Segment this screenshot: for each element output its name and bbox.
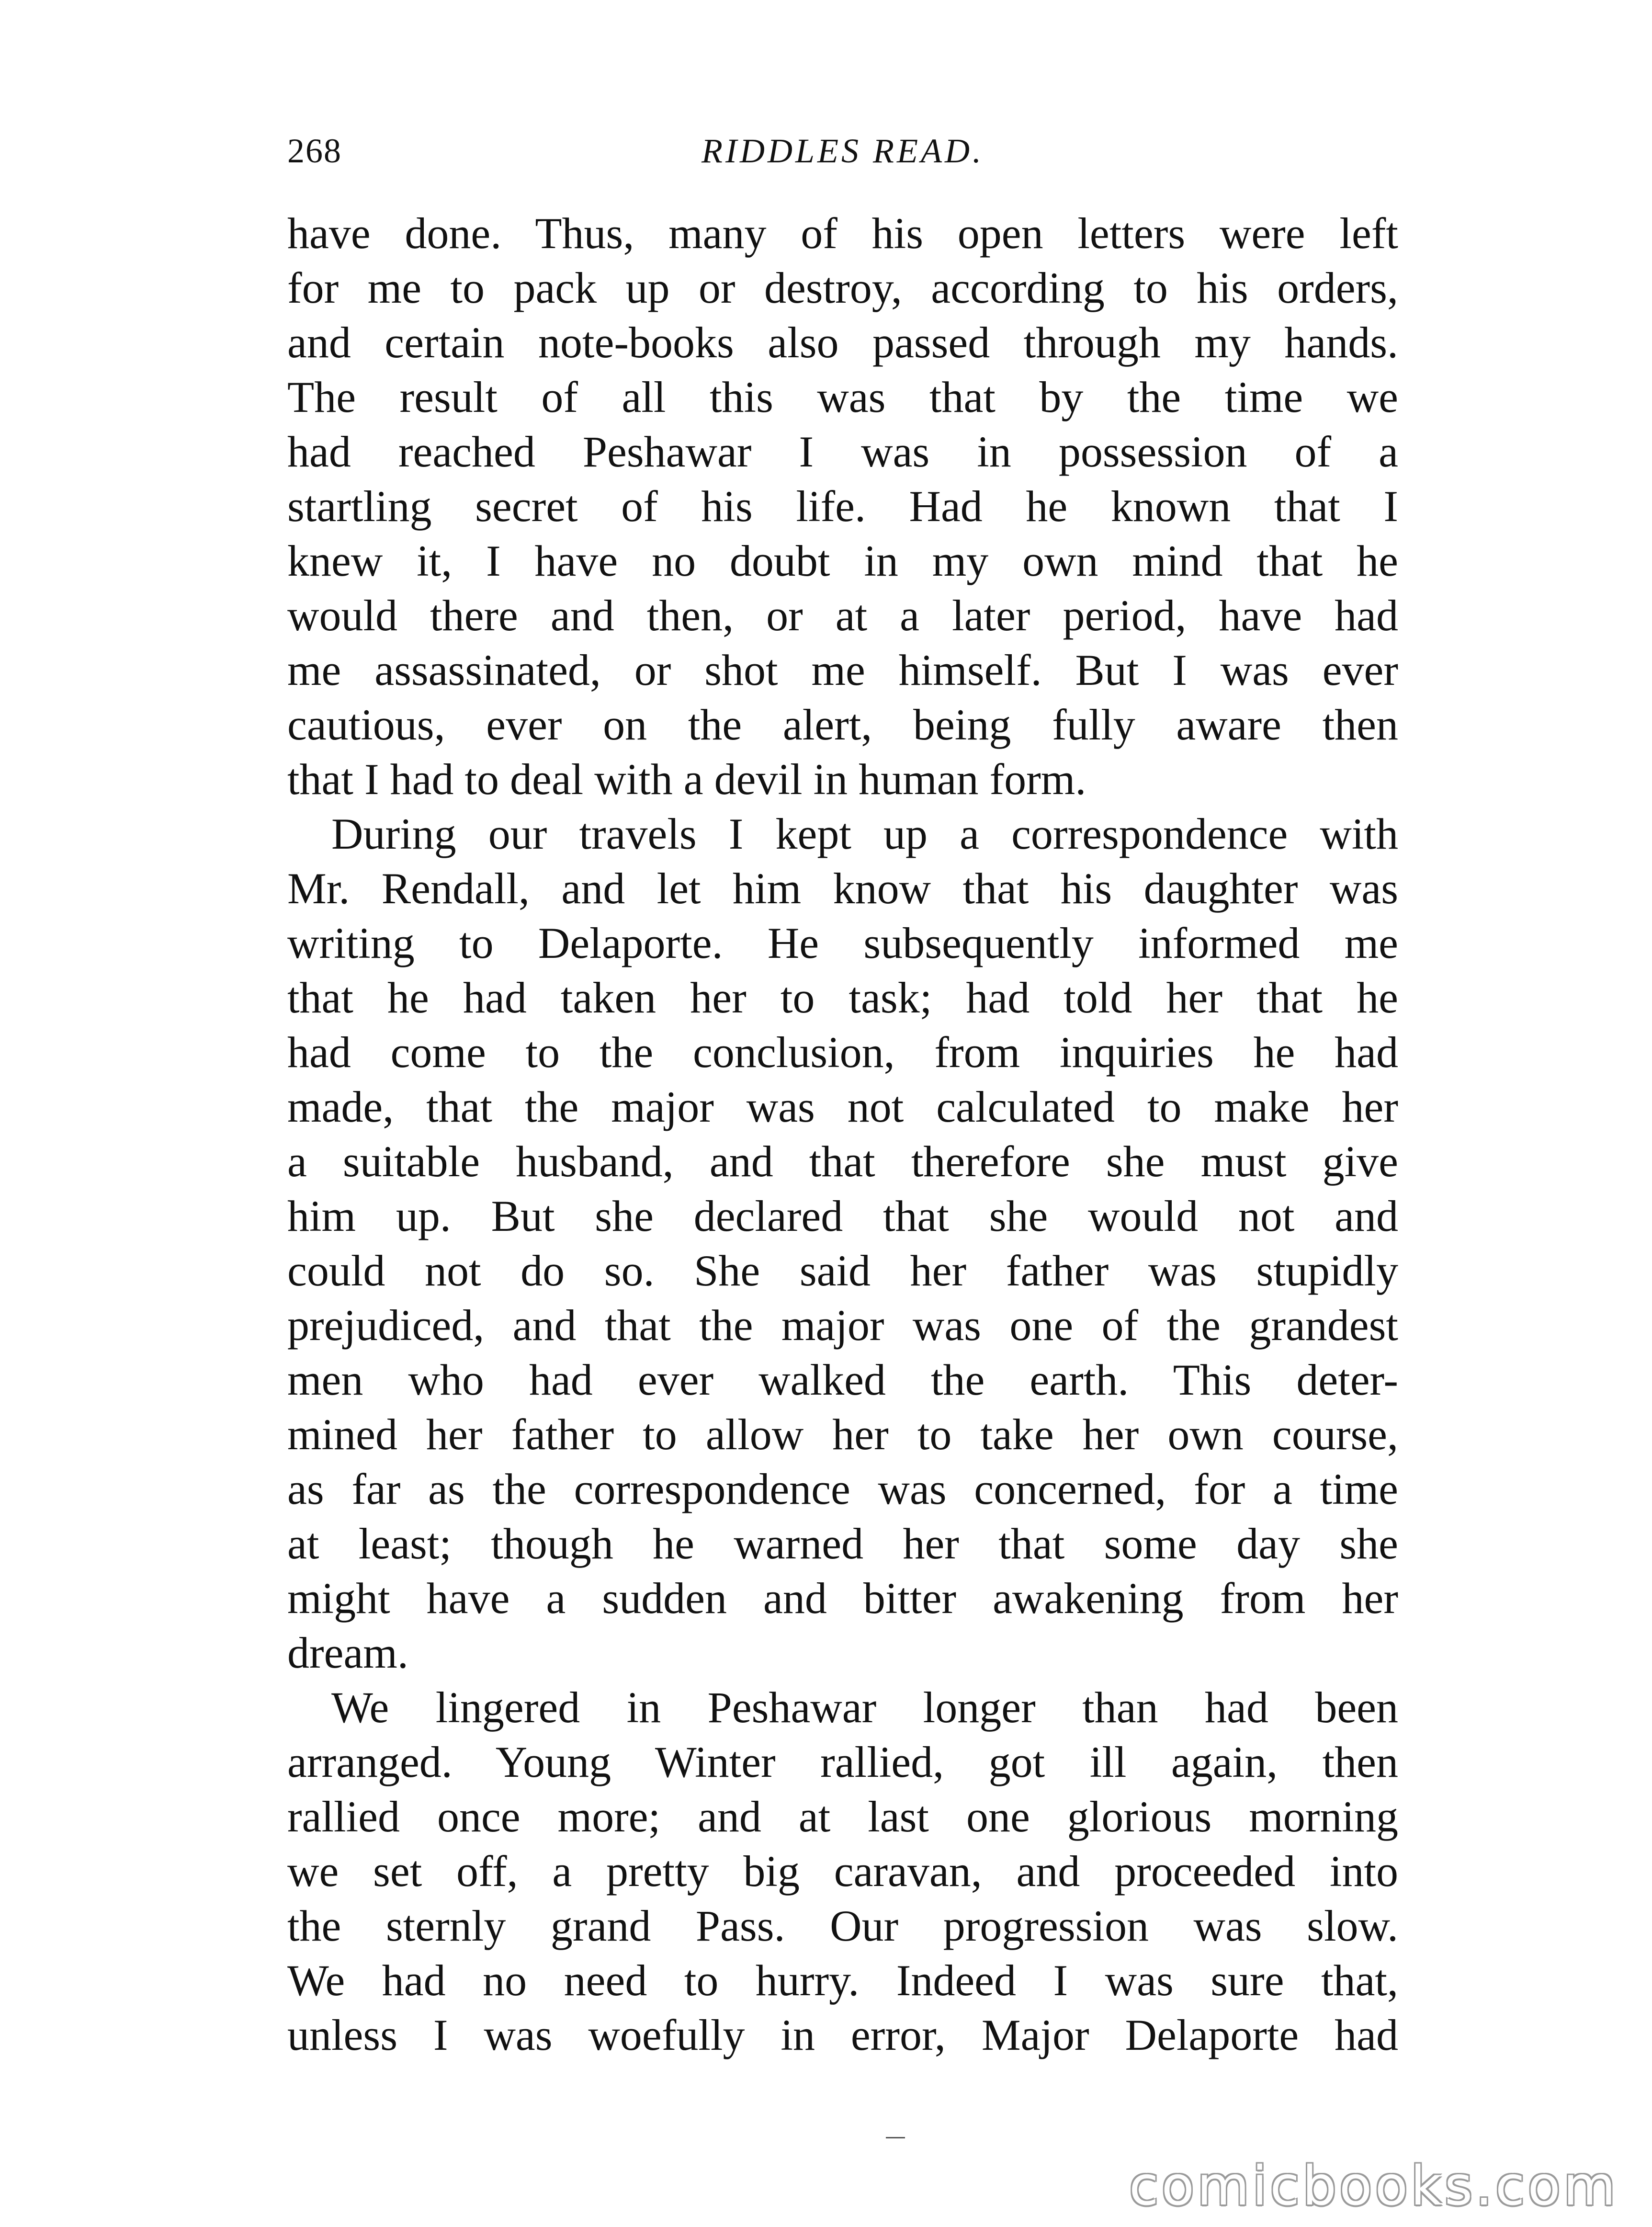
- text-line: We lingered in Peshawar longer than had been: [331, 1683, 1398, 1732]
- text-line: The result of all this was that by the time we: [287, 373, 1398, 421]
- watermark: comicbooks.com: [1129, 2155, 1618, 2217]
- text-line: dream.: [287, 1628, 408, 1677]
- text-line: have done. Thus, many of his open letters were left: [287, 209, 1398, 258]
- text-line: We had no need to hurry. Indeed I was sure that,: [287, 1956, 1398, 2005]
- text-line: the sternly grand Pass. Our progression was slow.: [287, 1901, 1398, 1950]
- text-line: could not do so. She said her father was stupidly: [287, 1246, 1398, 1295]
- text-line: that I had to deal with a devil in human form.: [287, 755, 1086, 804]
- page-number: 268: [287, 132, 342, 170]
- text-line: mined her father to allow her to take her own course,: [287, 1410, 1398, 1459]
- text-line: we set off, a pretty big caravan, and proceeded into: [287, 1847, 1398, 1896]
- text-line: a suitable husband, and that therefore she must give: [287, 1137, 1398, 1186]
- text-line: unless I was woefully in error, Major Delaporte had: [287, 2011, 1398, 2059]
- text-line: During our travels I kept up a correspondence with: [331, 809, 1398, 858]
- page-header: [287, 120, 1398, 182]
- text-line: startling secret of his life. Had he known that I: [287, 482, 1398, 531]
- text-line: prejudiced, and that the major was one of the grandest: [287, 1301, 1398, 1350]
- text-line: me assassinated, or shot me himself. But I was ever: [287, 646, 1398, 694]
- text-line: writing to Delaporte. He subsequently informed me: [287, 919, 1398, 967]
- footer-mark: [886, 2137, 905, 2138]
- text-line: would there and then, or at a later period, have had: [287, 591, 1398, 640]
- running-title: RIDDLES READ.: [702, 132, 984, 170]
- body-text: [287, 206, 1398, 2062]
- text-line: might have a sudden and bitter awakening from her: [287, 1574, 1398, 1623]
- text-line: men who had ever walked the earth. This deter-: [287, 1355, 1398, 1404]
- text-line: rallied once more; and at last one glorious morning: [287, 1792, 1398, 1841]
- text-line: as far as the correspondence was concerned, for a time: [287, 1465, 1398, 1513]
- text-line: had reached Peshawar I was in possession of a: [287, 427, 1398, 476]
- text-line: arranged. Young Winter rallied, got ill again, then: [287, 1738, 1398, 1786]
- text-line: Mr. Rendall, and let him know that his daughter was: [287, 864, 1398, 913]
- text-line: for me to pack up or destroy, according to his orders,: [287, 263, 1398, 312]
- text-line: made, that the major was not calculated to make her: [287, 1082, 1398, 1131]
- text-line: and certain note-books also passed through my hands.: [287, 318, 1398, 367]
- text-line: had come to the conclusion, from inquiries he had: [287, 1028, 1398, 1077]
- text-line: cautious, ever on the alert, being fully aware then: [287, 700, 1398, 749]
- text-line: that he had taken her to task; had told her that he: [287, 973, 1398, 1022]
- text-line: at least; though he warned her that some day she: [287, 1519, 1398, 1568]
- text-line: him up. But she declared that she would not and: [287, 1192, 1398, 1240]
- text-line: knew it, I have no doubt in my own mind that he: [287, 536, 1398, 585]
